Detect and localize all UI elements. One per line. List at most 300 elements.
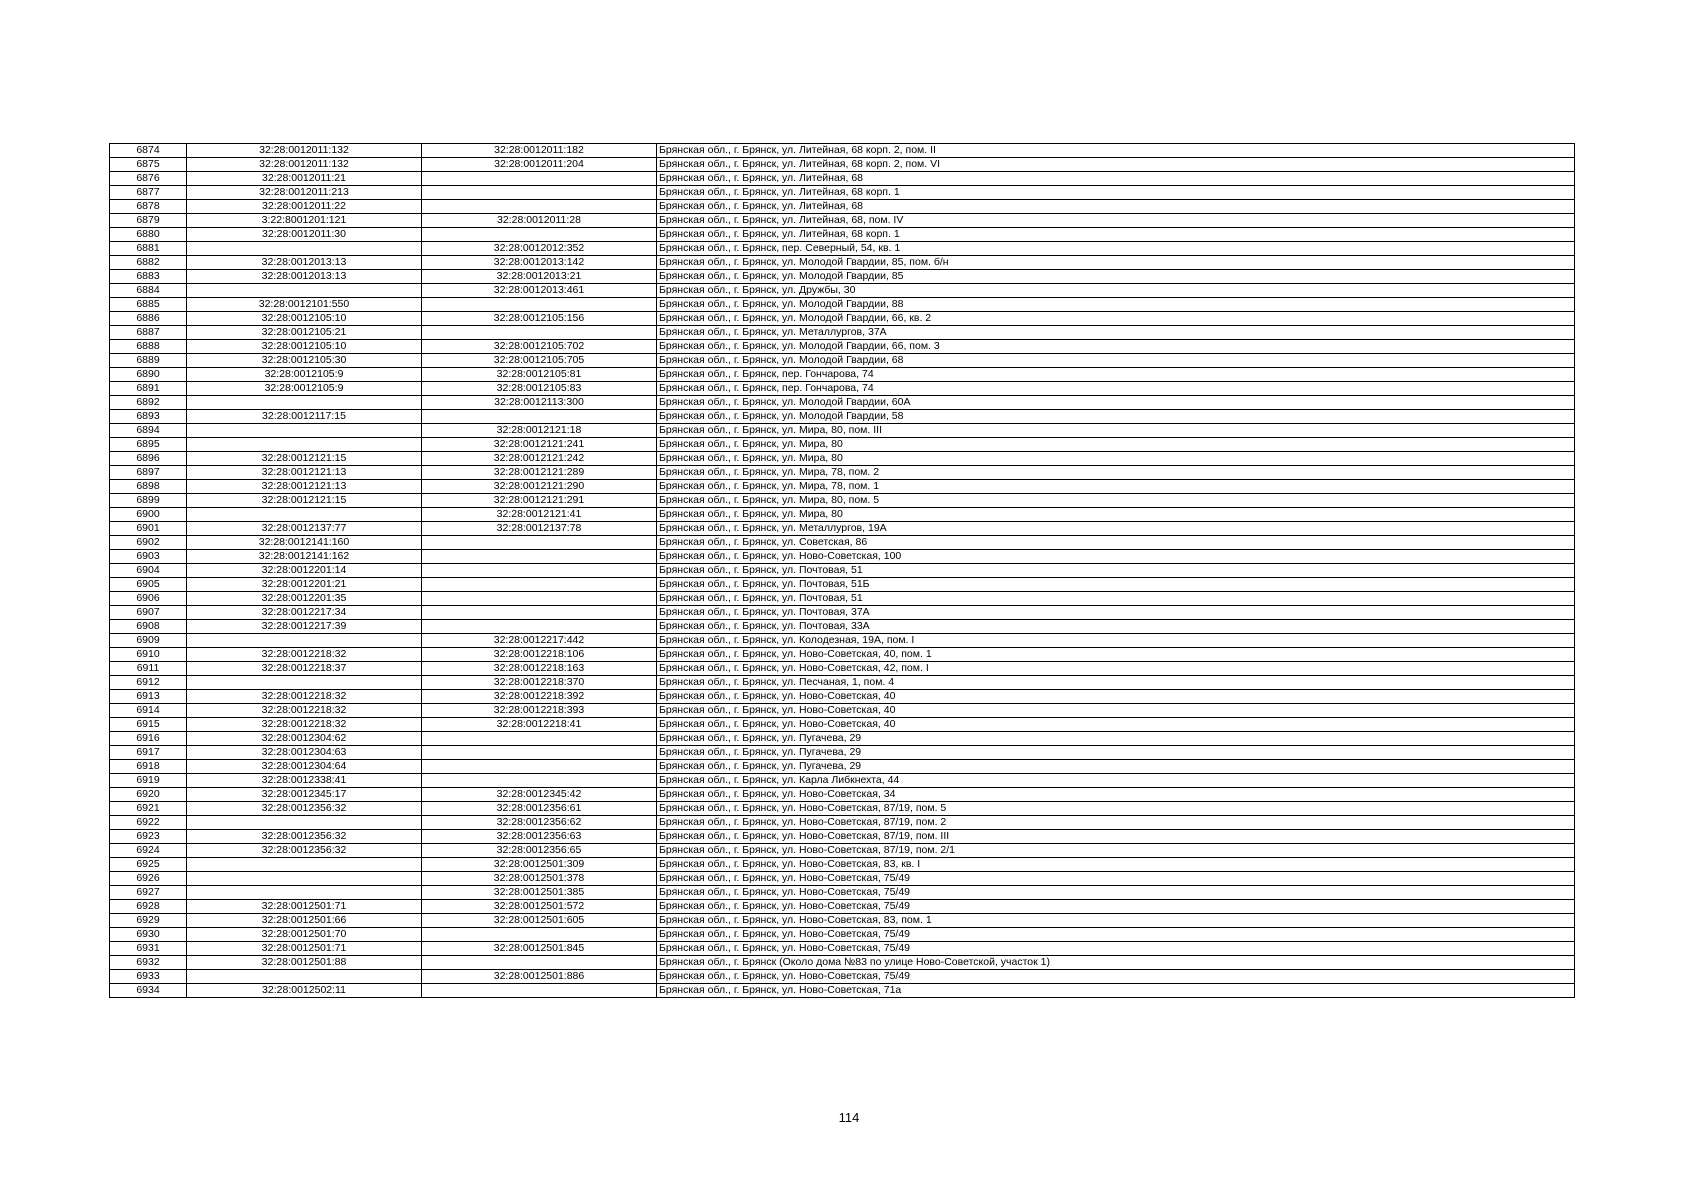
table-row [110,634,1575,648]
cadastral-number-cell: 32:28:0012013:142 [422,256,657,270]
table-row [110,354,1575,368]
parent-cadastral-number-cell [187,634,422,648]
cadastral-number-cell: 32:28:0012121:289 [422,466,657,480]
parent-cadastral-number-cell: 32:28:0012011:132 [187,144,422,158]
address-cell: Брянская обл., г. Брянск, ул. Ново-Советская, 100 [657,550,1575,564]
address-cell: Брянская обл., г. Брянск, ул. Мира, 80 [657,438,1575,452]
cadastral-number-cell: 32:28:0012113:300 [422,396,657,410]
table-row [110,228,1575,242]
row-number-cell: 6897 [110,466,187,480]
cadastral-number-cell: 32:28:0012105:156 [422,312,657,326]
address-cell: Брянская обл., г. Брянск, ул. Почтовая, 33А [657,620,1575,634]
address-cell: Брянская обл., г. Брянск, пер. Северный, 54, кв. 1 [657,242,1575,256]
address-cell: Брянская обл., г. Брянск, ул. Ново-Советская, 87/19, пом. 2/1 [657,844,1575,858]
parent-cadastral-number-cell: 32:28:0012338:41 [187,774,422,788]
row-number-cell: 6916 [110,732,187,746]
address-cell: Брянская обл., г. Брянск, ул. Ново-Советская, 42, пом. I [657,662,1575,676]
row-number-cell: 6925 [110,858,187,872]
cadastral-number-cell: 32:28:0012501:572 [422,900,657,914]
parent-cadastral-number-cell [187,872,422,886]
row-number-cell: 6923 [110,830,187,844]
cadastral-number-cell [422,760,657,774]
parent-cadastral-number-cell: 32:28:0012141:162 [187,550,422,564]
row-number-cell: 6912 [110,676,187,690]
address-cell: Брянская обл., г. Брянск, ул. Ново-Советская, 87/19, пом. 2 [657,816,1575,830]
row-number-cell: 6908 [110,620,187,634]
cadastral-number-cell [422,564,657,578]
row-number-cell: 6903 [110,550,187,564]
cadastral-number-cell: 32:28:0012218:370 [422,676,657,690]
table-row [110,438,1575,452]
parent-cadastral-number-cell: 32:28:0012011:213 [187,186,422,200]
parent-cadastral-number-cell: 32:28:0012218:32 [187,718,422,732]
cadastral-number-cell: 32:28:0012121:242 [422,452,657,466]
table-row [110,522,1575,536]
cadastral-number-cell: 32:28:0012011:28 [422,214,657,228]
parent-cadastral-number-cell: 32:28:0012501:70 [187,928,422,942]
parent-cadastral-number-cell: 32:28:0012501:71 [187,942,422,956]
cadastral-number-cell: 32:28:0012501:378 [422,872,657,886]
cadastral-number-cell: 32:28:0012501:605 [422,914,657,928]
address-cell: Брянская обл., г. Брянск, ул. Мира, 80 [657,508,1575,522]
cadastral-number-cell [422,592,657,606]
address-cell: Брянская обл., г. Брянск, ул. Литейная, 68 корп. 1 [657,186,1575,200]
cadastral-number-cell: 32:28:0012121:290 [422,480,657,494]
parent-cadastral-number-cell: 32:28:0012105:10 [187,312,422,326]
parent-cadastral-number-cell: 32:28:0012011:30 [187,228,422,242]
parent-cadastral-number-cell: 32:28:0012121:15 [187,494,422,508]
address-cell: Брянская обл., г. Брянск, ул. Мира, 78, пом. 1 [657,480,1575,494]
table-row [110,592,1575,606]
table-row [110,550,1575,564]
table-row [110,774,1575,788]
cadastral-number-cell [422,326,657,340]
parent-cadastral-number-cell: 32:28:0012105:21 [187,326,422,340]
table-row [110,578,1575,592]
cadastral-number-cell [422,732,657,746]
cadastral-number-cell [422,956,657,970]
parent-cadastral-number-cell: 3:22:8001201:121 [187,214,422,228]
cadastral-number-cell [422,606,657,620]
table-row [110,760,1575,774]
address-cell: Брянская обл., г. Брянск, ул. Ново-Советская, 75/49 [657,928,1575,942]
table-row [110,830,1575,844]
row-number-cell: 6910 [110,648,187,662]
cadastral-number-cell [422,536,657,550]
address-cell: Брянская обл., г. Брянск, ул. Молодой Гвардии, 85, пом. б/н [657,256,1575,270]
cadastral-number-cell: 32:28:0012345:42 [422,788,657,802]
table-row [110,368,1575,382]
row-number-cell: 6913 [110,690,187,704]
row-number-cell: 6929 [110,914,187,928]
address-cell: Брянская обл., г. Брянск, ул. Ново-Советская, 87/19, пом. III [657,830,1575,844]
row-number-cell: 6877 [110,186,187,200]
table-row [110,410,1575,424]
address-cell: Брянская обл., г. Брянск, ул. Металлургов, 37А [657,326,1575,340]
address-cell: Брянская обл., г. Брянск, ул. Литейная, 68 корп. 1 [657,228,1575,242]
row-number-cell: 6882 [110,256,187,270]
parent-cadastral-number-cell: 32:28:0012105:9 [187,368,422,382]
row-number-cell: 6902 [110,536,187,550]
cadastral-number-cell [422,200,657,214]
row-number-cell: 6930 [110,928,187,942]
parent-cadastral-number-cell [187,424,422,438]
cadastral-number-cell [422,928,657,942]
address-cell: Брянская обл., г. Брянск, ул. Литейная, 68 [657,200,1575,214]
parent-cadastral-number-cell: 32:28:0012501:71 [187,900,422,914]
table-row [110,396,1575,410]
parent-cadastral-number-cell [187,816,422,830]
address-cell: Брянская обл., г. Брянск, пер. Гончарова, 74 [657,368,1575,382]
cadastral-number-cell: 32:28:0012501:845 [422,942,657,956]
row-number-cell: 6894 [110,424,187,438]
parent-cadastral-number-cell: 32:28:0012356:32 [187,802,422,816]
row-number-cell: 6934 [110,984,187,998]
table-row [110,900,1575,914]
parent-cadastral-number-cell: 32:28:0012137:77 [187,522,422,536]
row-number-cell: 6885 [110,298,187,312]
row-number-cell: 6875 [110,158,187,172]
cadastral-number-cell: 32:28:0012105:83 [422,382,657,396]
table-row [110,928,1575,942]
address-cell: Брянская обл., г. Брянск, ул. Почтовая, 51Б [657,578,1575,592]
parent-cadastral-number-cell [187,508,422,522]
table-row [110,466,1575,480]
table-row [110,340,1575,354]
cadastral-number-cell: 32:28:0012356:62 [422,816,657,830]
registry-table [109,143,1575,998]
address-cell: Брянская обл., г. Брянск, ул. Молодой Гвардии, 60А [657,396,1575,410]
row-number-cell: 6906 [110,592,187,606]
address-cell: Брянская обл., г. Брянск, ул. Ново-Советская, 75/49 [657,970,1575,984]
cadastral-number-cell [422,578,657,592]
address-cell: Брянская обл., г. Брянск, ул. Пугачева, 29 [657,746,1575,760]
row-number-cell: 6893 [110,410,187,424]
table-row [110,186,1575,200]
parent-cadastral-number-cell: 32:28:0012201:35 [187,592,422,606]
cadastral-number-cell [422,410,657,424]
address-cell: Брянская обл., г. Брянск, ул. Литейная, 68 корп. 2, пом. II [657,144,1575,158]
table-row [110,172,1575,186]
cadastral-number-cell: 32:28:0012501:886 [422,970,657,984]
parent-cadastral-number-cell: 32:28:0012201:14 [187,564,422,578]
cadastral-number-cell [422,620,657,634]
address-cell: Брянская обл., г. Брянск, ул. Молодой Гвардии, 58 [657,410,1575,424]
address-cell: Брянская обл., г. Брянск, ул. Песчаная, 1, пом. 4 [657,676,1575,690]
address-cell: Брянская обл., г. Брянск, ул. Колодезная, 19А, пом. I [657,634,1575,648]
table-row [110,214,1575,228]
parent-cadastral-number-cell: 32:28:0012218:32 [187,704,422,718]
cadastral-number-cell [422,774,657,788]
row-number-cell: 6874 [110,144,187,158]
page-number: 114 [838,1110,860,1125]
row-number-cell: 6880 [110,228,187,242]
row-number-cell: 6884 [110,284,187,298]
parent-cadastral-number-cell: 32:28:0012345:17 [187,788,422,802]
row-number-cell: 6887 [110,326,187,340]
registry-table-body [110,144,1575,998]
address-cell: Брянская обл., г. Брянск, ул. Мира, 78, пом. 2 [657,466,1575,480]
address-cell: Брянская обл., г. Брянск, ул. Пугачева, 29 [657,732,1575,746]
cadastral-number-cell: 32:28:0012011:204 [422,158,657,172]
table-row [110,452,1575,466]
parent-cadastral-number-cell: 32:28:0012121:13 [187,466,422,480]
parent-cadastral-number-cell: 32:28:0012218:32 [187,690,422,704]
row-number-cell: 6922 [110,816,187,830]
cadastral-number-cell: 32:28:0012218:393 [422,704,657,718]
table-row [110,312,1575,326]
parent-cadastral-number-cell: 32:28:0012121:15 [187,452,422,466]
cadastral-number-cell: 32:28:0012501:385 [422,886,657,900]
parent-cadastral-number-cell [187,284,422,298]
cadastral-number-cell: 32:28:0012121:41 [422,508,657,522]
cadastral-number-cell: 32:28:0012105:81 [422,368,657,382]
parent-cadastral-number-cell: 32:28:0012013:13 [187,256,422,270]
cadastral-number-cell [422,550,657,564]
parent-cadastral-number-cell: 32:28:0012101:550 [187,298,422,312]
address-cell: Брянская обл., г. Брянск, ул. Ново-Советская, 34 [657,788,1575,802]
address-cell: Брянская обл., г. Брянск, ул. Карла Либкнехта, 44 [657,774,1575,788]
cadastral-number-cell [422,228,657,242]
parent-cadastral-number-cell: 32:28:0012502:11 [187,984,422,998]
table-row [110,270,1575,284]
address-cell: Брянская обл., г. Брянск, ул. Ново-Советская, 71а [657,984,1575,998]
cadastral-number-cell: 32:28:0012137:78 [422,522,657,536]
address-cell: Брянская обл., г. Брянск, ул. Советская, 86 [657,536,1575,550]
table-row [110,704,1575,718]
cadastral-number-cell: 32:28:0012218:41 [422,718,657,732]
table-row [110,984,1575,998]
row-number-cell: 6915 [110,718,187,732]
address-cell: Брянская обл., г. Брянск, ул. Молодой Гвардии, 66, кв. 2 [657,312,1575,326]
cadastral-number-cell: 32:28:0012121:18 [422,424,657,438]
cadastral-number-cell: 32:28:0012121:291 [422,494,657,508]
row-number-cell: 6889 [110,354,187,368]
address-cell: Брянская обл., г. Брянск, ул. Ново-Советская, 83, кв. I [657,858,1575,872]
parent-cadastral-number-cell: 32:28:0012304:64 [187,760,422,774]
table-row [110,970,1575,984]
parent-cadastral-number-cell: 32:28:0012141:160 [187,536,422,550]
row-number-cell: 6914 [110,704,187,718]
parent-cadastral-number-cell: 32:28:0012011:21 [187,172,422,186]
parent-cadastral-number-cell: 32:28:0012117:15 [187,410,422,424]
row-number-cell: 6918 [110,760,187,774]
parent-cadastral-number-cell: 32:28:0012218:37 [187,662,422,676]
cadastral-number-cell: 32:28:0012218:163 [422,662,657,676]
address-cell: Брянская обл., г. Брянск, ул. Литейная, 68, пом. IV [657,214,1575,228]
row-number-cell: 6888 [110,340,187,354]
address-cell: Брянская обл., г. Брянск, ул. Ново-Советская, 75/49 [657,900,1575,914]
cadastral-number-cell [422,298,657,312]
address-cell: Брянская обл., г. Брянск, ул. Ново-Советская, 75/49 [657,886,1575,900]
cadastral-number-cell: 32:28:0012013:461 [422,284,657,298]
row-number-cell: 6924 [110,844,187,858]
row-number-cell: 6905 [110,578,187,592]
cadastral-number-cell: 32:28:0012356:63 [422,830,657,844]
address-cell: Брянская обл., г. Брянск, ул. Литейная, 68 корп. 2, пом. VI [657,158,1575,172]
cadastral-number-cell: 32:28:0012218:392 [422,690,657,704]
address-cell: Брянская обл., г. Брянск, ул. Ново-Советская, 40, пом. 1 [657,648,1575,662]
address-cell: Брянская обл., г. Брянск, ул. Ново-Советская, 40 [657,704,1575,718]
address-cell: Брянская обл., г. Брянск, ул. Ново-Советская, 40 [657,690,1575,704]
table-row [110,648,1575,662]
address-cell: Брянская обл., г. Брянск, ул. Молодой Гвардии, 88 [657,298,1575,312]
row-number-cell: 6909 [110,634,187,648]
row-number-cell: 6921 [110,802,187,816]
parent-cadastral-number-cell [187,676,422,690]
parent-cadastral-number-cell [187,242,422,256]
parent-cadastral-number-cell: 32:28:0012356:32 [187,830,422,844]
table-row [110,536,1575,550]
parent-cadastral-number-cell: 32:28:0012105:10 [187,340,422,354]
table-row [110,256,1575,270]
row-number-cell: 6927 [110,886,187,900]
table-row [110,886,1575,900]
row-number-cell: 6898 [110,480,187,494]
table-row [110,788,1575,802]
parent-cadastral-number-cell: 32:28:0012011:132 [187,158,422,172]
parent-cadastral-number-cell: 32:28:0012217:34 [187,606,422,620]
table-row [110,802,1575,816]
cadastral-number-cell: 32:28:0012218:106 [422,648,657,662]
row-number-cell: 6900 [110,508,187,522]
row-number-cell: 6920 [110,788,187,802]
cadastral-number-cell: 32:28:0012012:352 [422,242,657,256]
address-cell: Брянская обл., г. Брянск, ул. Пугачева, 29 [657,760,1575,774]
parent-cadastral-number-cell: 32:28:0012218:32 [187,648,422,662]
parent-cadastral-number-cell: 32:28:0012201:21 [187,578,422,592]
table-row [110,480,1575,494]
row-number-cell: 6907 [110,606,187,620]
table-row [110,816,1575,830]
table-row [110,662,1575,676]
row-number-cell: 6926 [110,872,187,886]
table-row [110,564,1575,578]
cadastral-number-cell: 32:28:0012105:705 [422,354,657,368]
address-cell: Брянская обл., г. Брянск, ул. Молодой Гвардии, 68 [657,354,1575,368]
address-cell: Брянская обл., г. Брянск, ул. Мира, 80, пом. III [657,424,1575,438]
cadastral-number-cell: 32:28:0012105:702 [422,340,657,354]
cadastral-number-cell: 32:28:0012013:21 [422,270,657,284]
row-number-cell: 6899 [110,494,187,508]
address-cell: Брянская обл., г. Брянск, ул. Молодой Гвардии, 66, пом. 3 [657,340,1575,354]
parent-cadastral-number-cell: 32:28:0012121:13 [187,480,422,494]
row-number-cell: 6928 [110,900,187,914]
table-row [110,284,1575,298]
table-row [110,956,1575,970]
row-number-cell: 6911 [110,662,187,676]
row-number-cell: 6879 [110,214,187,228]
address-cell: Брянская обл., г. Брянск, ул. Ново-Советская, 87/19, пом. 5 [657,802,1575,816]
cadastral-number-cell: 32:28:0012501:309 [422,858,657,872]
row-number-cell: 6890 [110,368,187,382]
table-row [110,298,1575,312]
row-number-cell: 6896 [110,452,187,466]
cadastral-number-cell: 32:28:0012121:241 [422,438,657,452]
table-row [110,494,1575,508]
cadastral-number-cell: 32:28:0012217:442 [422,634,657,648]
parent-cadastral-number-cell: 32:28:0012013:13 [187,270,422,284]
table-row [110,158,1575,172]
table-row [110,844,1575,858]
parent-cadastral-number-cell [187,858,422,872]
address-cell: Брянская обл., г. Брянск, ул. Ново-Советская, 75/49 [657,872,1575,886]
parent-cadastral-number-cell: 32:28:0012501:88 [187,956,422,970]
table-row [110,732,1575,746]
parent-cadastral-number-cell [187,438,422,452]
parent-cadastral-number-cell: 32:28:0012105:9 [187,382,422,396]
table-row [110,144,1575,158]
row-number-cell: 6904 [110,564,187,578]
table-row [110,914,1575,928]
table-row [110,242,1575,256]
table-row [110,200,1575,214]
address-cell: Брянская обл., г. Брянск, ул. Литейная, 68 [657,172,1575,186]
row-number-cell: 6932 [110,956,187,970]
address-cell: Брянская обл., г. Брянск, ул. Мира, 80 [657,452,1575,466]
row-number-cell: 6891 [110,382,187,396]
address-cell: Брянская обл., г. Брянск, ул. Мира, 80, пом. 5 [657,494,1575,508]
table-row [110,690,1575,704]
parent-cadastral-number-cell: 32:28:0012217:39 [187,620,422,634]
row-number-cell: 6895 [110,438,187,452]
parent-cadastral-number-cell [187,396,422,410]
row-number-cell: 6881 [110,242,187,256]
cadastral-number-cell [422,186,657,200]
table-row [110,424,1575,438]
table-row [110,676,1575,690]
parent-cadastral-number-cell: 32:28:0012501:66 [187,914,422,928]
address-cell: Брянская обл., г. Брянск, ул. Почтовая, 37А [657,606,1575,620]
table-row [110,382,1575,396]
row-number-cell: 6878 [110,200,187,214]
address-cell: Брянская обл., г. Брянск, ул. Почтовая, 51 [657,564,1575,578]
row-number-cell: 6919 [110,774,187,788]
address-cell: Брянская обл., г. Брянск, ул. Ново-Советская, 83, пом. 1 [657,914,1575,928]
row-number-cell: 6931 [110,942,187,956]
parent-cadastral-number-cell: 32:28:0012304:62 [187,732,422,746]
cadastral-number-cell [422,746,657,760]
row-number-cell: 6886 [110,312,187,326]
address-cell: Брянская обл., г. Брянск (Около дома №83 по улице Ново-Советской, участок 1) [657,956,1575,970]
parent-cadastral-number-cell: 32:28:0012356:32 [187,844,422,858]
parent-cadastral-number-cell: 32:28:0012304:63 [187,746,422,760]
address-cell: Брянская обл., г. Брянск, ул. Молодой Гвардии, 85 [657,270,1575,284]
parent-cadastral-number-cell [187,970,422,984]
cadastral-number-cell: 32:28:0012356:61 [422,802,657,816]
row-number-cell: 6883 [110,270,187,284]
address-cell: Брянская обл., г. Брянск, ул. Ново-Советская, 40 [657,718,1575,732]
cadastral-number-cell: 32:28:0012011:182 [422,144,657,158]
row-number-cell: 6876 [110,172,187,186]
row-number-cell: 6901 [110,522,187,536]
table-row [110,326,1575,340]
table-row [110,620,1575,634]
table-row [110,718,1575,732]
address-cell: Брянская обл., г. Брянск, ул. Ново-Советская, 75/49 [657,942,1575,956]
table-row [110,746,1575,760]
parent-cadastral-number-cell [187,886,422,900]
cadastral-number-cell [422,984,657,998]
address-cell: Брянская обл., г. Брянск, пер. Гончарова, 74 [657,382,1575,396]
cadastral-number-cell [422,172,657,186]
table-row [110,872,1575,886]
address-cell: Брянская обл., г. Брянск, ул. Дружбы, 30 [657,284,1575,298]
row-number-cell: 6892 [110,396,187,410]
table-row [110,858,1575,872]
table-row [110,508,1575,522]
cadastral-number-cell: 32:28:0012356:65 [422,844,657,858]
